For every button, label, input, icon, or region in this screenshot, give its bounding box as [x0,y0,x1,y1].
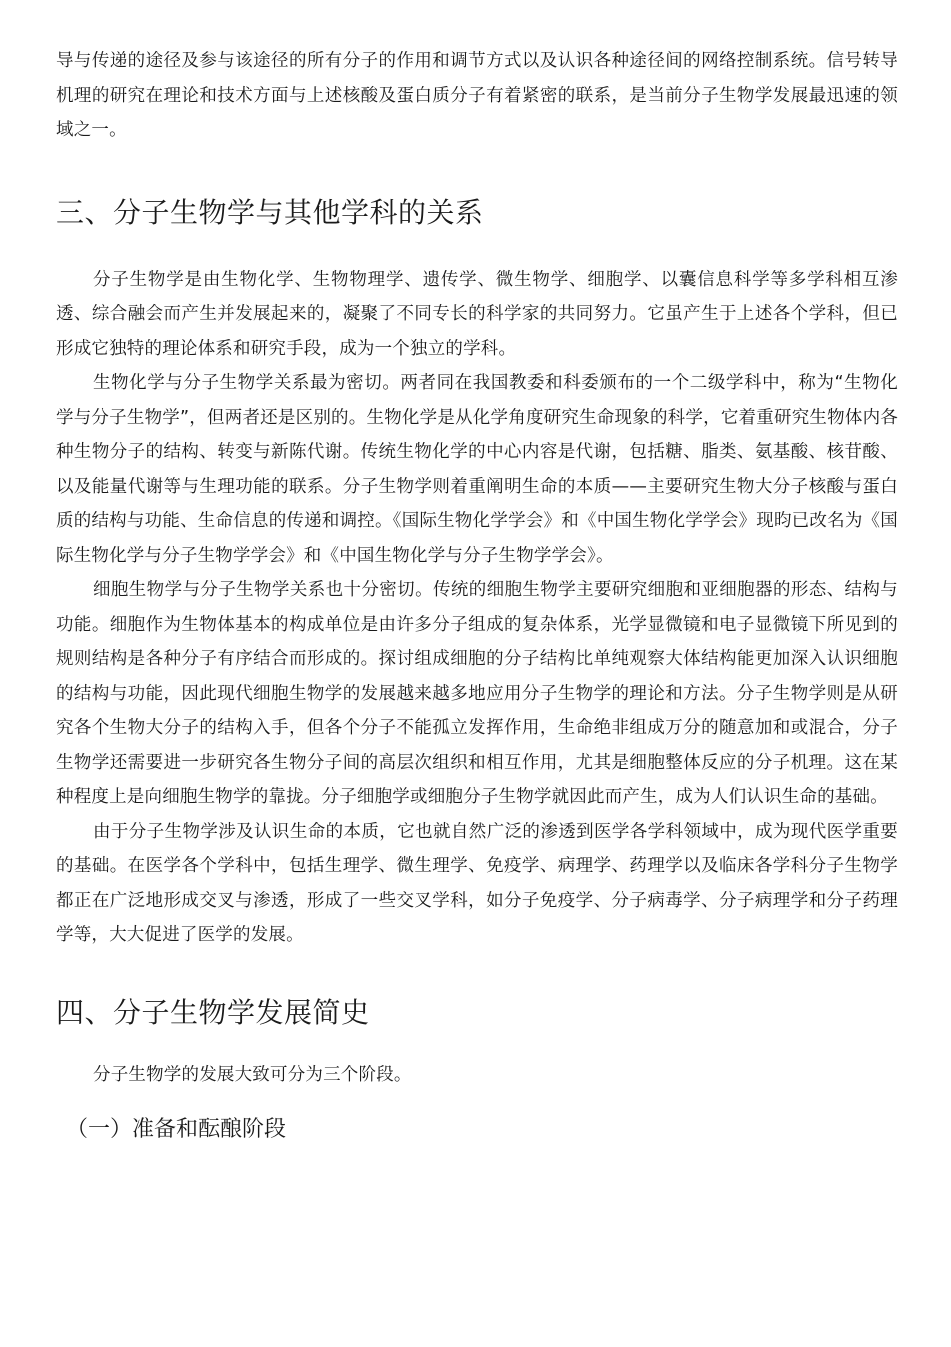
paragraph-history-intro: 分子生物学的发展大致可分为三个阶段。 [93,1064,412,1085]
paragraph-disciplines: 分子生物学是由生物化学、生物物理学、遗传学、微生物学、细胞学、以囊信息科学等多学科相互渗透、综合融会而产生并发展起来的，凝聚了不同专长的科学家的共同努力。它虽产生于上述各个学科，但已形成它独特的理论体系和研究手段，成为一个独立的学科。 [56,269,898,359]
section-heading-4: 四、分子生物学发展简史 [56,995,370,1029]
paragraph-biochemistry: 生物化学与分子生物学关系最为密切。两者同在我国教委和科委颁布的一个二级学科中，称为“生物化学与分子生物学”，但两者还是区别的。生物化学是从化学角度研究生命现象的科学，它着重研究生物体内各种生物分子的结构、转变与新陈代谢。传统生物化学的中心内容是代谢，包括糖、脂类、氨基酸、核苷酸、以及能量代谢等与生理功能的联系。分子生物学则着重阐明生命的本质——主要研究生物大分子核酸与蛋白质的结构与功能、生命信息的传递和调控。《国际生物化学学会》和《中国生物化学学会》现昀已改名为《国际生物化学与分子生物学学会》和《中国生物化学与分子生物学学会》。 [56,373,898,566]
paragraph-medicine: 由于分子生物学涉及认识生命的本质，它也就自然广泛的渗透到医学各学科领域中，成为现代医学重要的基础。在医学各个学科中，包括生理学、微生理学、免疫学、病理学、药理学以及临床各学科分子生物学都正在广泛地形成交叉与渗透，形成了一些交叉学科，如分子免疫学、分子病毒学、分子病理学和分子药理学等，大大促进了医学的发展。 [56,821,898,945]
document-page [56,44,898,1146]
subsection-heading-preparation: （一）准备和酝酿阶段 [66,1117,287,1142]
paragraph-cell-biology: 细胞生物学与分子生物学关系也十分密切。传统的细胞生物学主要研究细胞和亚细胞器的形态、结构与功能。细胞作为生物体基本的构成单位是由许多分子组成的复杂体系，光学显微镜和电子显微镜下所见到的规则结构是各种分子有序结合而形成的。探讨组成细胞的分子结构比单纯观察大体结构能更加深入认识细胞的结构与功能，因此现代细胞生物学的发展越来越多地应用分子生物学的理论和方法。分子生物学则是从研究各个生物大分子的结构入手，但各个分子不能孤立发挥作用，生命绝非组成万分的随意加和或混合，分子生物学还需要进一步研究各生物分子间的高层次组织和相互作用，尤其是细胞整体反应的分子机理。这在某种程度上是向细胞生物学的靠拢。分子细胞学或细胞分子生物学就因此而产生，成为人们认识生命的基础。 [56,580,898,807]
paragraph-intro-continued: 导与传递的途径及参与该途径的所有分子的作用和调节方式以及认识各种途径间的网络控制系统。信号转导机理的研究在理论和技术方面与上述核酸及蛋白质分子有着紧密的联系，是当前分子生物学发展最迅速的领域之一。 [56,51,898,140]
section-heading-3: 三、分子生物学与其他学科的关系 [56,195,484,229]
